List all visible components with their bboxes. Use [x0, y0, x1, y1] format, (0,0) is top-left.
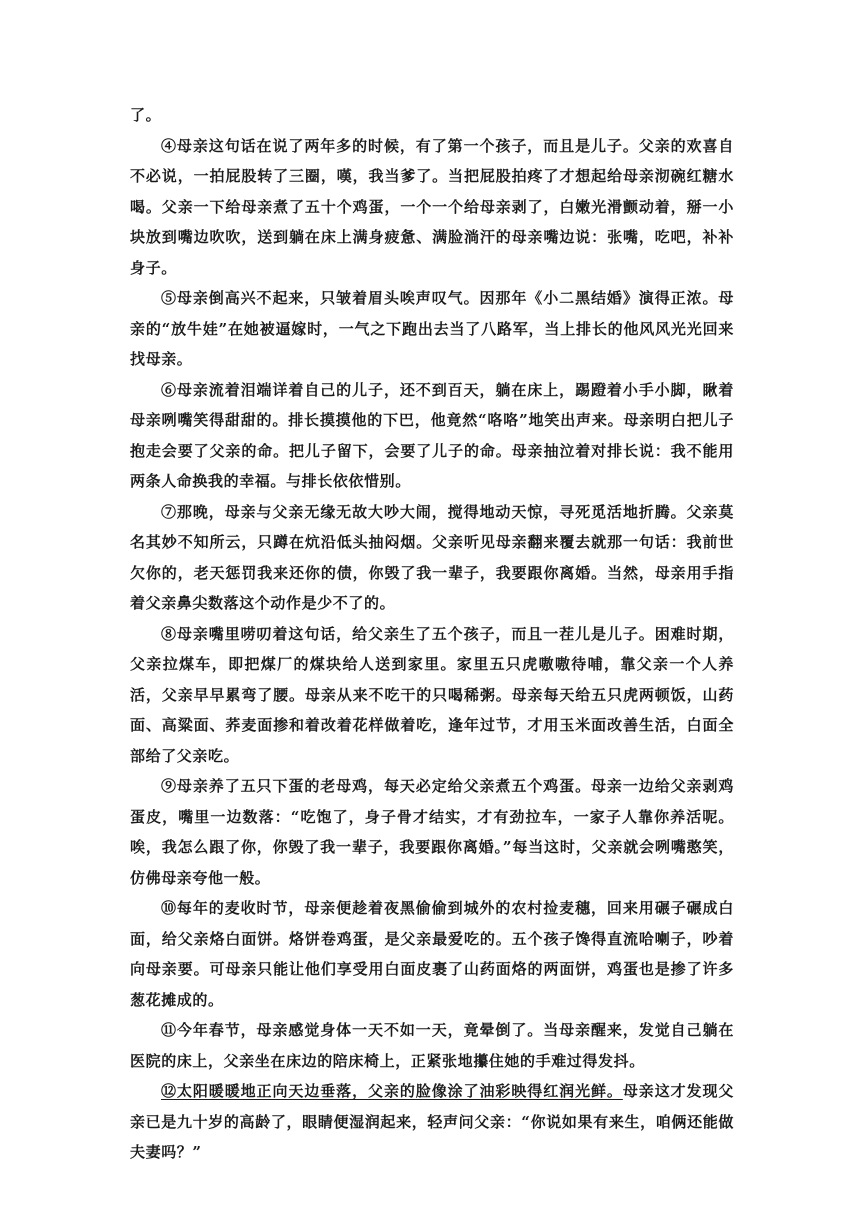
- paragraph-11: ⑪今年春节，母亲感觉身体一天不如一天，竟晕倒了。当母亲醒来，发觉自己躺在医院的床上，父亲坐在床边的陪床椅上，正紧张地攥住她的手难过得发抖。: [130, 1021, 734, 1070]
- underlined-sentence: ⑫太阳暖暖地正向天边垂落，父亲的脸像涂了油彩映得红润光鲜。: [161, 1082, 623, 1100]
- paragraph-12-rest: 母亲这才发现父亲已是九十岁的高龄了，眼睛便湿润起来，轻声问父亲：“你说如果有来生，咱俩还能做夫妻吗？”: [130, 1082, 734, 1161]
- paragraph-10: ⑩每年的麦收时节，母亲便趁着夜黑偷偷到城外的农村捡麦穗，回来用碾子碾成白面，给父亲烙白面饼。烙饼卷鸡蛋，是父亲最爱吃的。五个孩子馋得直流哈喇子，吵着向母亲要。可母亲只能让他们享受用白面皮裹了山药面烙的两面饼，鸡蛋也是掺了许多葱花摊成的。: [130, 899, 734, 1009]
- paragraph-continuation: 了。: [130, 106, 162, 124]
- paragraph-12: [130, 1076, 734, 1168]
- paragraph-5: ⑤母亲倒高兴不起来，只皱着眉头唉声叹气。因那年《小二黑结婚》演得正浓。母亲的“放牛娃”在她被逼嫁时，一气之下跑出去当了八路军，当上排长的他风风光光回来找母亲。: [130, 289, 734, 368]
- paragraph-7: ⑦那晚，母亲与父亲无缘无故大吵大闹，搅得地动天惊，寻死觅活地折腾。父亲莫名其妙不知所云，只蹲在炕沿低头抽闷烟。父亲听见母亲翻来覆去就那一句话：我前世欠你的，老天惩罚我来还你的债，你毁了我一辈子，我要跟你离婚。当然，母亲用手指着父亲鼻尖数落这个动作是少不了的。: [130, 502, 734, 612]
- paragraph-8: ⑧母亲嘴里唠叨着这句话，给父亲生了五个孩子，而且一茬儿是儿子。困难时期，父亲拉煤车，即把煤厂的煤块给人送到家里。家里五只虎嗷嗷待哺，靠父亲一个人养活，父亲早早累弯了腰。母亲从来不吃干的只喝稀粥。母亲每天给五只虎两顿饭，山药面、高粱面、荞麦面掺和着改着花样做着吃，逢年过节，才用玉米面改善生活，白面全部给了父亲吃。: [130, 624, 734, 765]
- paragraph-4: ④母亲这句话在说了两年多的时候，有了第一个孩子，而且是儿子。父亲的欢喜自不必说，一拍屁股转了三圈，嘆，我当爹了。当把屁股拍疼了才想起给母亲沏碗红糖水喝。父亲一下给母亲煮了五十个鸡蛋，一个一个给母亲剥了，白嫩光滑颤动着，掰一小块放到嘴边吹吹，送到躺在床上满身疲惫、满脸淌汗的母亲嘴边说：张嘴，吃吧，补补身子。: [130, 136, 734, 277]
- document-page: [130, 100, 734, 1168]
- paragraph-9: ⑨母亲养了五只下蛋的老母鸡，每天必定给父亲煮五个鸡蛋。母亲一边给父亲剥鸡蛋皮，嘴里一边数落：“吃饱了，身子骨才结实，才有劲拉车，一家子人靠你养活呢。唉，我怎么跟了你，你毁了我一辈子，我要跟你离婚。”每当这时，父亲就会咧嘴憨笑，仿佛母亲夸他一般。: [130, 777, 734, 887]
- paragraph-6: ⑥母亲流着泪端详着自己的儿子，还不到百天，躺在床上，踢蹬着小手小脚，瞅着母亲咧嘴笑得甜甜的。排长摸摸他的下巴，他竟然“咯咯”地笑出声来。母亲明白把儿子抱走会要了父亲的命。把儿子留下，会要了儿子的命。母亲抽泣着对排长说：我不能用两条人命换我的幸福。与排长依依惜别。: [130, 380, 734, 490]
